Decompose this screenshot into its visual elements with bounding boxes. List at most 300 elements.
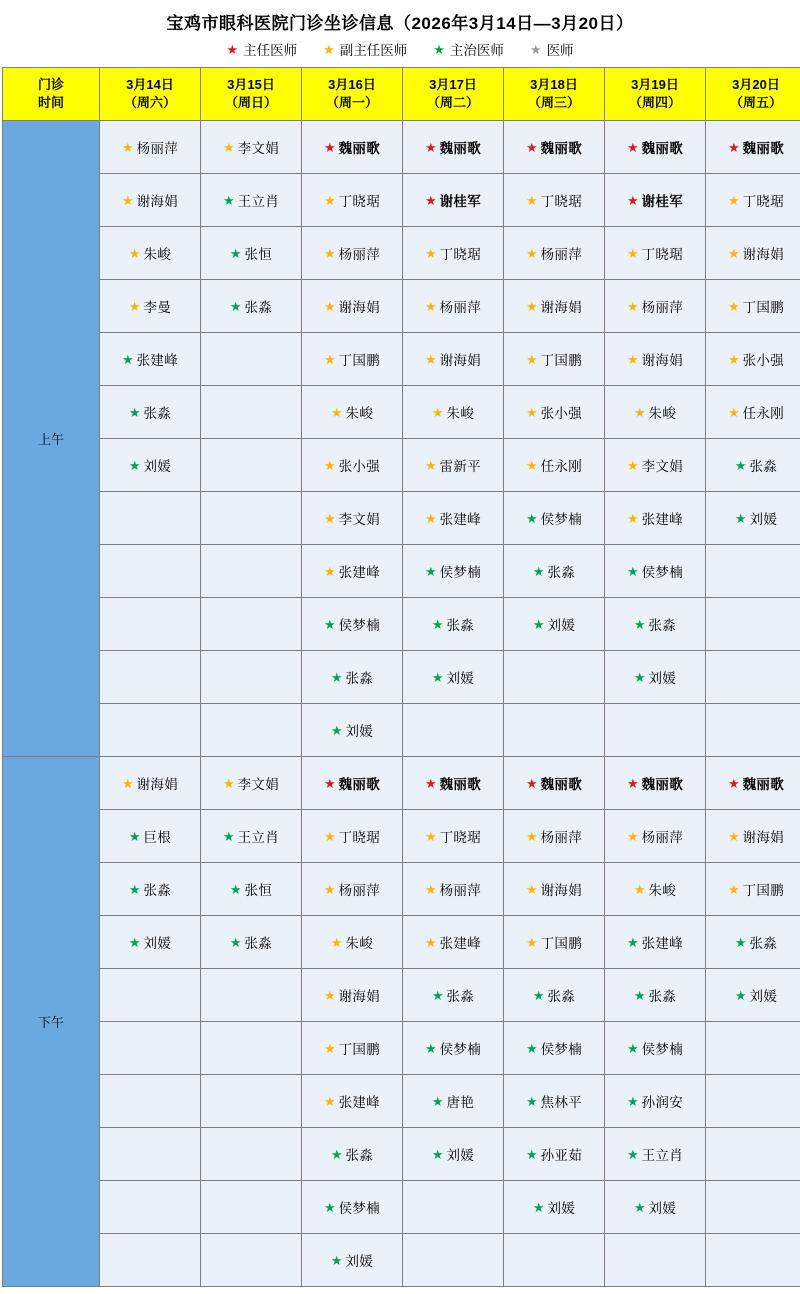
doctor-entry: [324, 1091, 380, 1111]
doctor-entry: [634, 614, 676, 634]
empty-slot: [201, 651, 301, 703]
schedule-cell: [201, 916, 302, 969]
schedule-cell: [100, 969, 201, 1022]
doctor-name: 杨丽萍: [439, 300, 482, 315]
doctor-entry: [526, 455, 582, 475]
doctor-entry: [432, 985, 474, 1005]
doctor-entry: [526, 296, 582, 316]
schedule-cell: [201, 810, 302, 863]
star-icon: ★: [525, 934, 538, 950]
star-icon: ★: [433, 41, 445, 57]
table-row: [3, 704, 800, 757]
doctor-name: 朱峻: [345, 936, 374, 951]
table-row: [3, 227, 800, 280]
schedule-cell: [100, 863, 201, 916]
period-label-morning: 上午: [3, 121, 100, 757]
schedule-cell: [100, 704, 201, 757]
empty-slot: [201, 969, 301, 1021]
star-icon: ★: [323, 828, 336, 844]
doctor-name: 张恒: [244, 883, 273, 898]
doctor-name: 魏丽歌: [439, 777, 482, 792]
schedule-cell: [504, 757, 605, 810]
empty-slot: [201, 1234, 301, 1286]
schedule-cell: [706, 1128, 800, 1181]
empty-slot: [100, 1022, 200, 1074]
star-icon: ★: [727, 881, 740, 897]
schedule-cell: [201, 1181, 302, 1234]
doctor-entry: [627, 349, 683, 369]
schedule-cell: [605, 704, 706, 757]
schedule-cell: [100, 1022, 201, 1075]
header-day-date: 3月20日: [732, 77, 780, 93]
schedule-cell: [605, 651, 706, 704]
doctor-name: 杨丽萍: [641, 830, 684, 845]
doctor-entry: [526, 508, 582, 528]
schedule-cell: [201, 598, 302, 651]
star-icon: ★: [424, 457, 437, 473]
schedule-cell: [302, 1181, 403, 1234]
star-icon: ★: [633, 987, 646, 1003]
schedule-cell: [504, 651, 605, 704]
schedule-cell: [100, 810, 201, 863]
schedule-cell: [100, 227, 201, 280]
star-icon: ★: [222, 139, 235, 155]
star-icon: ★: [222, 775, 235, 791]
legend-label: 医师: [546, 43, 574, 58]
doctor-name: 张淼: [648, 989, 677, 1004]
doctor-name: 魏丽歌: [540, 141, 583, 156]
empty-slot: [504, 704, 604, 756]
doctor-name: 朱峻: [648, 883, 677, 898]
doctor-name: 侯梦楠: [439, 565, 482, 580]
doctor-entry: [324, 985, 380, 1005]
star-icon: ★: [330, 669, 343, 685]
doctor-entry: [122, 190, 178, 210]
empty-slot: [706, 704, 800, 756]
doctor-name: 魏丽歌: [540, 777, 583, 792]
schedule-cell: [504, 280, 605, 333]
doctor-entry: [526, 1144, 582, 1164]
schedule-cell: [706, 704, 800, 757]
doctor-entry: [425, 879, 481, 899]
doctor-name: 刘媛: [648, 671, 677, 686]
schedule-cell: [403, 863, 504, 916]
doctor-name: 刘媛: [446, 1148, 475, 1163]
schedule-cell: [201, 280, 302, 333]
period-label-afternoon: 下午: [3, 757, 100, 1287]
schedule-cell: [302, 439, 403, 492]
doctor-entry: [627, 296, 683, 316]
star-icon: ★: [424, 828, 437, 844]
doctor-name: 谢海娟: [338, 300, 381, 315]
doctor-name: 谢海娟: [338, 989, 381, 1004]
schedule-cell: [504, 1075, 605, 1128]
schedule-cell: [605, 492, 706, 545]
header-day-weekday: （周二）: [426, 95, 479, 110]
star-icon: ★: [128, 298, 141, 314]
doctor-entry: [223, 190, 279, 210]
schedule-cell: [605, 1128, 706, 1181]
doctor-entry: [324, 190, 380, 210]
star-icon: ★: [626, 139, 639, 155]
schedule-cell: [706, 916, 800, 969]
doctor-entry: [122, 773, 178, 793]
doctor-entry: [627, 561, 683, 581]
doctor-name: 刘媛: [648, 1201, 677, 1216]
empty-slot: [201, 386, 301, 438]
doctor-entry: [735, 985, 777, 1005]
empty-slot: [605, 1234, 705, 1286]
header-row: [3, 68, 800, 121]
doctor-name: 杨丽萍: [338, 883, 381, 898]
doctor-name: 巨根: [143, 830, 172, 845]
doctor-entry: [230, 879, 272, 899]
doctor-name: 张建峰: [136, 353, 179, 368]
schedule-cell: [100, 598, 201, 651]
doctor-name: 侯梦楠: [641, 565, 684, 580]
table-row: [3, 492, 800, 545]
doctor-entry: [728, 296, 784, 316]
star-icon: ★: [431, 987, 444, 1003]
doctor-entry: [324, 508, 380, 528]
star-icon: ★: [323, 192, 336, 208]
schedule-cell: [100, 545, 201, 598]
empty-slot: [403, 1181, 503, 1233]
schedule-cell: [403, 1181, 504, 1234]
header-day-1: [201, 68, 302, 121]
doctor-entry: [627, 508, 683, 528]
doctor-name: 魏丽歌: [338, 141, 381, 156]
star-icon: ★: [431, 1093, 444, 1109]
star-icon: ★: [323, 563, 336, 579]
star-icon: ★: [323, 987, 336, 1003]
empty-slot: [403, 1234, 503, 1286]
legend-item-resident: [530, 39, 574, 59]
schedule-cell: [504, 598, 605, 651]
doctor-name: 杨丽萍: [540, 247, 583, 262]
star-icon: ★: [525, 245, 538, 261]
table-row: [3, 863, 800, 916]
header-day-6: [706, 68, 800, 121]
star-icon: ★: [229, 245, 242, 261]
doctor-name: 谢海娟: [540, 300, 583, 315]
doctor-name: 丁国鹏: [742, 883, 785, 898]
star-icon: ★: [323, 245, 336, 261]
doctor-entry: [129, 932, 171, 952]
doctor-name: 杨丽萍: [338, 247, 381, 262]
doctor-name: 张建峰: [338, 1095, 381, 1110]
star-icon: ★: [525, 192, 538, 208]
table-row: [3, 916, 800, 969]
header-time-line1: 门诊: [37, 77, 64, 93]
doctor-name: 雷新平: [439, 459, 482, 474]
doctor-name: 魏丽歌: [641, 777, 684, 792]
schedule-cell: [605, 863, 706, 916]
doctor-name: 丁国鹏: [540, 936, 583, 951]
doctor-name: 张淼: [446, 618, 475, 633]
doctor-name: 张淼: [244, 936, 273, 951]
doctor-name: 魏丽歌: [338, 777, 381, 792]
doctor-entry: [533, 561, 575, 581]
doctor-entry: [425, 296, 481, 316]
doctor-entry: [728, 190, 784, 210]
doctor-entry: [331, 720, 373, 740]
schedule-cell: [403, 916, 504, 969]
schedule-cell: [504, 174, 605, 227]
schedule-cell: [403, 121, 504, 174]
schedule-cell: [403, 1075, 504, 1128]
star-icon: ★: [626, 563, 639, 579]
doctor-name: 张淼: [547, 989, 576, 1004]
star-icon: ★: [121, 192, 134, 208]
doctor-entry: [230, 243, 272, 263]
doctor-entry: [432, 1091, 474, 1111]
doctor-entry: [526, 190, 582, 210]
table-row: [3, 1234, 800, 1287]
empty-slot: [100, 969, 200, 1021]
doctor-entry: [324, 296, 380, 316]
star-icon: ★: [626, 775, 639, 791]
table-row: [3, 969, 800, 1022]
doctor-entry: [526, 879, 582, 899]
star-icon: ★: [323, 298, 336, 314]
star-icon: ★: [626, 351, 639, 367]
star-icon: ★: [323, 1199, 336, 1215]
empty-slot: [706, 1234, 800, 1286]
schedule-cell: [403, 333, 504, 386]
schedule-cell: [504, 810, 605, 863]
schedule-cell: [403, 492, 504, 545]
doctor-name: 任永刚: [742, 406, 785, 421]
doctor-name: 谢海娟: [136, 777, 179, 792]
doctor-entry: [425, 1038, 481, 1058]
schedule-cell: [605, 757, 706, 810]
schedule-cell: [302, 1022, 403, 1075]
star-icon: ★: [734, 510, 747, 526]
schedule-cell: [403, 969, 504, 1022]
schedule-cell: [302, 174, 403, 227]
star-icon: ★: [727, 245, 740, 261]
star-icon: ★: [222, 828, 235, 844]
schedule-cell: [100, 121, 201, 174]
doctor-name: 王立肖: [237, 830, 280, 845]
empty-slot: [201, 1128, 301, 1180]
doctor-entry: [526, 137, 582, 157]
header-day-3: [403, 68, 504, 121]
doctor-entry: [627, 243, 683, 263]
empty-slot: [100, 545, 200, 597]
star-icon: ★: [424, 563, 437, 579]
doctor-entry: [122, 137, 178, 157]
header-day-date: 3月14日: [126, 77, 174, 93]
star-icon: ★: [323, 1040, 336, 1056]
header-day-date: 3月17日: [429, 77, 477, 93]
doctor-name: 王立肖: [641, 1148, 684, 1163]
star-icon: ★: [330, 722, 343, 738]
doctor-entry: [526, 932, 582, 952]
star-icon: ★: [525, 510, 538, 526]
schedule-cell: [302, 969, 403, 1022]
empty-slot: [706, 1181, 800, 1233]
doctor-name: 侯梦楠: [338, 618, 381, 633]
header-time-line2: 时间: [37, 95, 64, 110]
table-row: [3, 1181, 800, 1234]
header-day-date: 3月15日: [227, 77, 275, 93]
doctor-entry: [324, 243, 380, 263]
doctor-entry: [627, 190, 683, 210]
star-icon: ★: [323, 1093, 336, 1109]
star-icon: ★: [226, 41, 239, 57]
schedule-cell: [403, 439, 504, 492]
empty-slot: [201, 1022, 301, 1074]
doctor-entry: [526, 826, 582, 846]
empty-slot: [706, 1128, 800, 1180]
doctor-entry: [324, 614, 380, 634]
star-icon: ★: [626, 1093, 639, 1109]
doctor-entry: [324, 826, 380, 846]
schedule-cell: [100, 280, 201, 333]
doctor-entry: [634, 667, 676, 687]
doctor-entry: [735, 932, 777, 952]
star-icon: ★: [633, 669, 646, 685]
legend-label: 主任医师: [243, 43, 298, 58]
schedule-cell: [201, 704, 302, 757]
doctor-entry: [526, 243, 582, 263]
schedule-cell: [100, 1128, 201, 1181]
empty-slot: [706, 545, 800, 597]
doctor-entry: [425, 190, 481, 210]
empty-slot: [201, 333, 301, 385]
schedule-cell: [201, 439, 302, 492]
schedule-cell: [504, 386, 605, 439]
doctor-entry: [728, 826, 784, 846]
star-icon: ★: [525, 1146, 538, 1162]
star-icon: ★: [330, 404, 343, 420]
star-icon: ★: [323, 139, 336, 155]
doctor-entry: [324, 561, 380, 581]
schedule-table: [2, 67, 800, 1287]
schedule-cell: [504, 916, 605, 969]
doctor-name: 谢海娟: [136, 194, 179, 209]
doctor-name: 朱峻: [446, 406, 475, 421]
legend-label: 副主任医师: [339, 43, 408, 58]
schedule-cell: [706, 969, 800, 1022]
doctor-entry: [533, 614, 575, 634]
table-row: [3, 333, 800, 386]
doctor-name: 魏丽歌: [742, 141, 785, 156]
doctor-entry: [634, 985, 676, 1005]
empty-slot: [201, 439, 301, 491]
schedule-cell: [605, 598, 706, 651]
doctor-entry: [425, 243, 481, 263]
star-icon: ★: [121, 775, 134, 791]
schedule-cell: [504, 969, 605, 1022]
schedule-cell: [504, 1234, 605, 1287]
doctor-name: 张小强: [540, 406, 583, 421]
doctor-entry: [425, 455, 481, 475]
schedule-cell: [605, 1022, 706, 1075]
header-day-weekday: （周日）: [224, 95, 277, 110]
header-day-weekday: （周四）: [628, 95, 681, 110]
star-icon: ★: [424, 298, 437, 314]
doctor-entry: [627, 1091, 683, 1111]
schedule-cell: [706, 280, 800, 333]
doctor-name: 任永刚: [540, 459, 583, 474]
schedule-cell: [100, 757, 201, 810]
star-icon: ★: [529, 41, 542, 57]
star-icon: ★: [323, 881, 336, 897]
schedule-cell: [201, 1022, 302, 1075]
schedule-cell: [504, 439, 605, 492]
doctor-name: 丁晓琚: [439, 247, 482, 262]
schedule-cell: [201, 545, 302, 598]
doctor-entry: [223, 137, 279, 157]
star-icon: ★: [727, 351, 740, 367]
star-icon: ★: [323, 775, 336, 791]
star-icon: ★: [229, 881, 242, 897]
star-icon: ★: [431, 404, 444, 420]
schedule-cell: [100, 174, 201, 227]
star-icon: ★: [424, 775, 437, 791]
doctor-name: 侯梦楠: [540, 512, 583, 527]
schedule-cell: [605, 439, 706, 492]
star-icon: ★: [626, 298, 639, 314]
star-icon: ★: [626, 510, 639, 526]
schedule-cell: [706, 1022, 800, 1075]
schedule-cell: [302, 598, 403, 651]
star-icon: ★: [424, 245, 437, 261]
page-title: 宝鸡市眼科医院门诊坐诊信息（2026年3月14日—3月20日）: [166, 14, 634, 33]
doctor-entry: [432, 614, 474, 634]
doctor-name: 谢海娟: [742, 247, 785, 262]
doctor-entry: [425, 932, 481, 952]
schedule-cell: [706, 863, 800, 916]
empty-slot: [706, 1022, 800, 1074]
doctor-entry: [129, 296, 171, 316]
schedule-cell: [302, 651, 403, 704]
table-header: [3, 68, 800, 121]
doctor-name: 刘媛: [547, 1201, 576, 1216]
schedule-cell: [302, 863, 403, 916]
schedule-cell: [504, 545, 605, 598]
star-icon: ★: [525, 1093, 538, 1109]
doctor-entry: [533, 1197, 575, 1217]
doctor-entry: [331, 1250, 373, 1270]
schedule-cell: [605, 810, 706, 863]
doctor-entry: [526, 773, 582, 793]
schedule-cell: [605, 916, 706, 969]
schedule-cell: [302, 757, 403, 810]
doctor-entry: [331, 932, 373, 952]
doctor-entry: [425, 508, 481, 528]
star-icon: ★: [525, 775, 538, 791]
schedule-cell: [201, 1075, 302, 1128]
doctor-entry: [425, 349, 481, 369]
schedule-cell: [201, 492, 302, 545]
doctor-name: 谢桂军: [641, 194, 684, 209]
star-icon: ★: [633, 881, 646, 897]
doctor-name: 朱峻: [143, 247, 172, 262]
schedule-cell: [605, 1181, 706, 1234]
schedule-cell: [605, 333, 706, 386]
schedule-cell: [201, 386, 302, 439]
schedule-cell: [605, 969, 706, 1022]
schedule-cell: [403, 386, 504, 439]
doctor-name: 张淼: [446, 989, 475, 1004]
table-row: [3, 280, 800, 333]
schedule-cell: [504, 863, 605, 916]
star-icon: ★: [734, 987, 747, 1003]
